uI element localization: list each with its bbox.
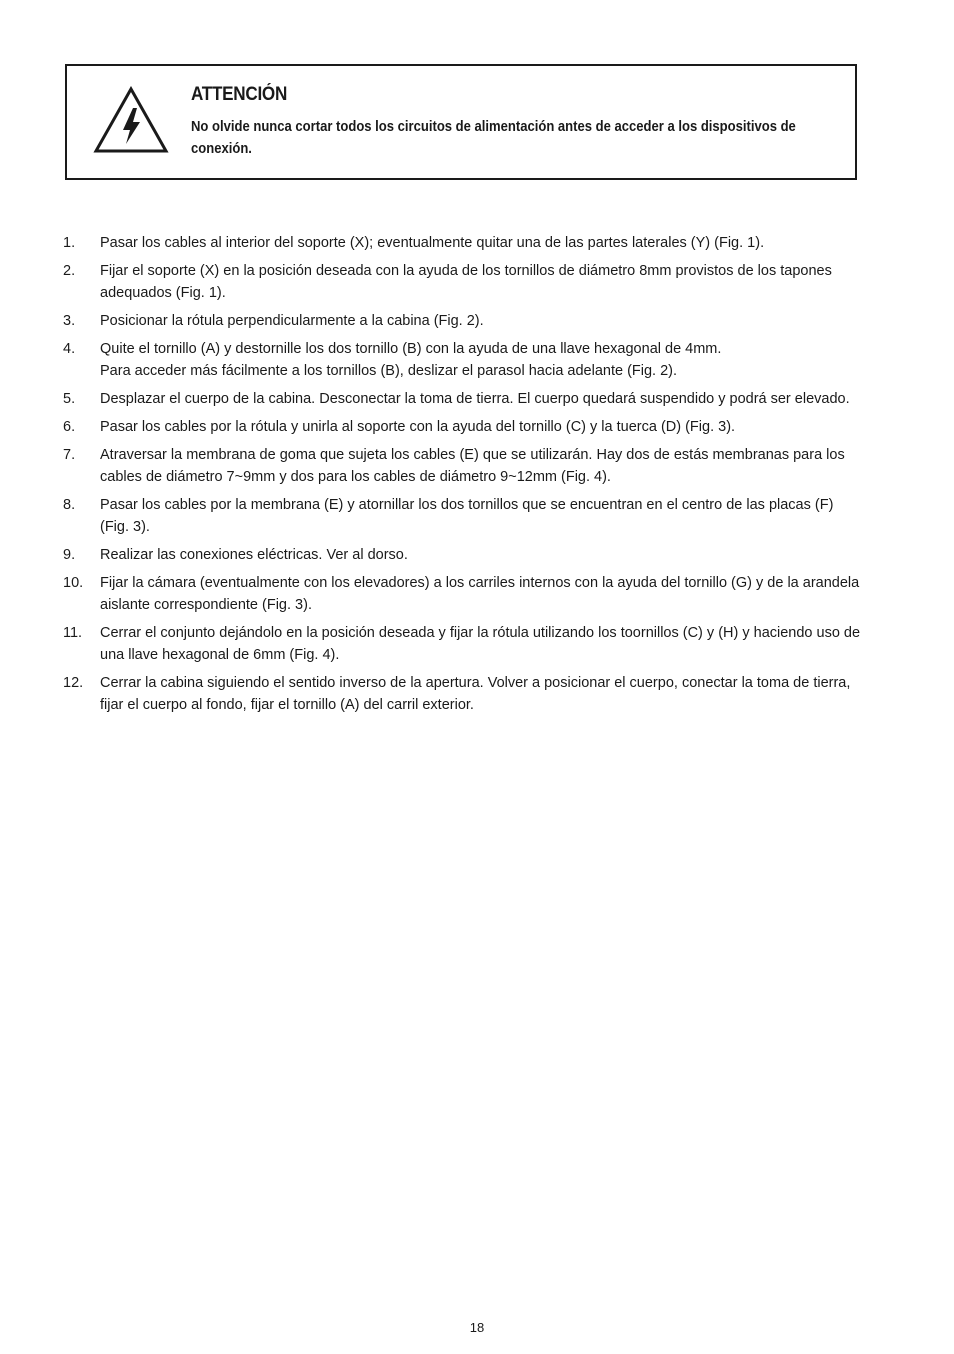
warning-title: ATTENCIÓN	[191, 84, 288, 105]
step-text: Atraversar la membrana de goma que sujeta los cables (E) que se utilizarán. Hay dos de estás membranas para los cables de diámetro 7~9mm y dos para los cables de diámetro 9~12mm (Fig. 4).	[100, 447, 845, 485]
step-text: Cerrar la cabina siguiendo el sentido inverso de la apertura. Volver a posicionar el cuerpo, conectar la toma de tierra, fijar el cuerpo al fondo, fijar el tornillo (A) del carril exterior.	[100, 675, 851, 713]
list-item	[63, 416, 863, 438]
warning-text: No olvide nunca cortar todos los circuitos de alimentación antes de acceder a los dispositivos de conexión.	[191, 119, 796, 157]
step-number: 4.	[63, 341, 76, 357]
step-number: 12.	[63, 675, 84, 691]
step-number: 7.	[63, 447, 76, 463]
step-number: 5.	[63, 391, 76, 407]
step-text: Fijar la cámara (eventualmente con los elevadores) a los carriles internos con la ayuda del tornillo (G) y de la arandela aislante correspondiente (Fig. 3).	[100, 575, 860, 613]
warning-box	[65, 64, 857, 180]
list-item	[63, 672, 863, 716]
high-voltage-warning-icon	[93, 86, 169, 154]
list-item	[63, 544, 863, 566]
list-item	[63, 494, 863, 538]
step-text: Pasar los cables por la rótula y unirla al soporte con la ayuda del tornillo (C) y la tuerca (D) (Fig. 3).	[100, 419, 736, 435]
step-text: Quite el tornillo (A) y destornille los dos tornillo (B) con la ayuda de una llave hexagonal de 4mm. Para acceder más fácilmente a los tornillos (B), deslizar el parasol hacia adelante (Fig. 2).	[100, 341, 722, 379]
list-item	[63, 388, 863, 410]
step-number: 2.	[63, 263, 76, 279]
list-item	[63, 232, 863, 254]
step-number: 8.	[63, 497, 76, 513]
step-text: Fijar el soporte (X) en la posición deseada con la ayuda de los tornillos de diámetro 8mm provistos de los tapones adequados (Fig. 1).	[100, 263, 832, 301]
step-text: Pasar los cables por la membrana (E) y atornillar los dos tornillos que se encuentran en el centro de las placas (F) (Fig. 3).	[100, 497, 834, 535]
step-number: 9.	[63, 547, 76, 563]
step-number: 6.	[63, 419, 76, 435]
list-item	[63, 338, 863, 382]
list-item	[63, 310, 863, 332]
list-item	[63, 444, 863, 488]
step-number: 1.	[63, 235, 76, 251]
step-text: Realizar las conexiones eléctricas. Ver al dorso.	[100, 547, 408, 563]
instruction-list	[63, 232, 863, 722]
list-item	[63, 572, 863, 616]
step-number: 11.	[63, 625, 83, 641]
page-number: 18	[469, 1320, 485, 1335]
step-text: Desplazar el cuerpo de la cabina. Desconectar la toma de tierra. El cuerpo quedará suspendido y podrá ser elevado.	[100, 391, 850, 407]
step-number: 10.	[63, 575, 84, 591]
step-text: Cerrar el conjunto dejándolo en la posición deseada y fijar la rótula utilizando los toornillos (C) y (H) y haciendo uso de una llave hexagonal de 6mm (Fig. 4).	[100, 625, 861, 663]
step-text: Pasar los cables al interior del soporte (X); eventualmente quitar una de las partes laterales (Y) (Fig. 1).	[100, 235, 765, 251]
step-text: Posicionar la rótula perpendicularmente a la cabina (Fig. 2).	[100, 313, 484, 329]
step-number: 3.	[63, 313, 76, 329]
list-item	[63, 260, 863, 304]
list-item	[63, 622, 863, 666]
